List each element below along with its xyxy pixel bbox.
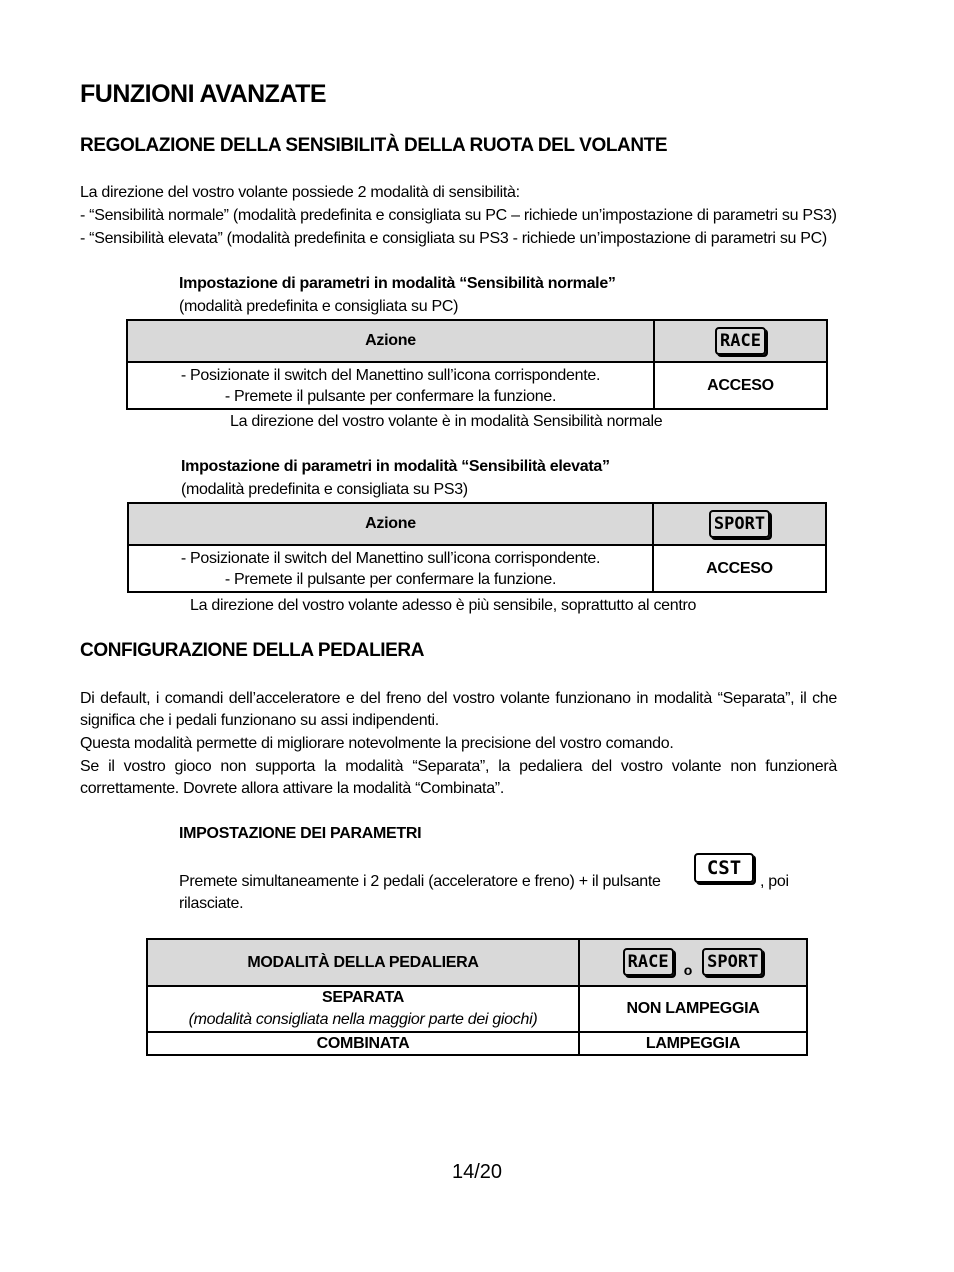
instruction-text-line2: rilasciate. <box>179 895 244 912</box>
elevated-mode-table <box>127 502 827 593</box>
sport-badge-cell <box>653 503 826 545</box>
instruction-text-end: , poi <box>760 873 789 890</box>
separata-label: SEPARATA <box>321 989 405 1006</box>
race-badge-cell <box>654 320 827 362</box>
action-header: Azione <box>128 503 653 545</box>
elevated-mode-subtitle: (modalità predefinita e consigliata su PS3) <box>181 481 468 498</box>
cst-button-icon: CST <box>694 853 754 883</box>
race-icon: RACE <box>623 948 674 976</box>
mode-badges-cell <box>579 939 807 986</box>
separata-row-mode <box>147 986 579 1032</box>
combinata-label: COMBINATA <box>147 1032 579 1055</box>
race-icon: RACE <box>715 327 766 355</box>
separata-note: (modalità consigliata nella maggior parte dei giochi) <box>188 1011 538 1028</box>
step-1: - Posizionate il switch del Manettino sull’icona corrispondente. <box>180 549 601 567</box>
separata-status: NON LAMPEGGIA <box>579 986 807 1032</box>
normal-mode-table <box>126 319 828 410</box>
pedals-paragraph-3: Se il vostro gioco non supporta la modalità “Separata”, la pedaliera del vostro volante non funzionerà correttamente. Dovrete allora attivare la modalità “Combinata”. <box>80 758 837 797</box>
action-header: Azione <box>127 320 654 362</box>
status-value: ACCESO <box>654 362 827 409</box>
elevated-mode-caption: La direzione del vostro volante adesso è più sensibile, soprattutto al centro <box>190 597 697 614</box>
pedals-paragraph-2: Questa modalità permette di migliorare notevolmente la precisione del vostro comando. <box>80 735 674 752</box>
sensitivity-bullet-normal: - “Sensibilità normale” (modalità predefinita e consigliata su PC – richiede un’impostazione di parametri su PS3) <box>80 207 837 224</box>
sport-icon: SPORT <box>702 948 763 976</box>
sensitivity-bullet-elevated: - “Sensibilità elevata” (modalità predefinita e consigliata su PS3 - richiede un’impostazione di parametri su PC) <box>80 230 827 247</box>
action-steps <box>128 545 653 592</box>
status-value: ACCESO <box>653 545 826 592</box>
normal-mode-subtitle: (modalità predefinita e consigliata su PC) <box>179 298 459 315</box>
action-steps <box>127 362 654 409</box>
step-1: - Posizionate il switch del Manettino sull’icona corrispondente. <box>180 366 601 384</box>
normal-mode-caption: La direzione del vostro volante è in modalità Sensibilità normale <box>230 413 663 430</box>
parameters-subheading: IMPOSTAZIONE DEI PARAMETRI <box>179 825 422 842</box>
section-heading-pedals: CONFIGURAZIONE DELLA PEDALIERA <box>80 640 425 661</box>
pedal-mode-table <box>146 938 808 1056</box>
instruction-text: Premete simultaneamente i 2 pedali (acceleratore e freno) + il pulsante <box>179 873 661 890</box>
elevated-mode-title: Impostazione di parametri in modalità “Sensibilità elevata” <box>181 458 610 475</box>
pedals-paragraph-1: Di default, i comandi dell’acceleratore e del freno del vostro volante funzionano in modalità “Separata”, il che significa che i pedali funzionano su assi indipendenti. <box>80 690 837 729</box>
normal-mode-title: Impostazione di parametri in modalità “Sensibilità normale” <box>179 275 616 292</box>
or-label: o <box>683 961 693 978</box>
step-2: - Premete il pulsante per confermare la funzione. <box>224 387 557 405</box>
combinata-status: LAMPEGGIA <box>579 1032 807 1055</box>
page-number: 14/20 <box>451 1161 503 1183</box>
sport-icon: SPORT <box>709 510 770 538</box>
pedal-mode-header: MODALITÀ DELLA PEDALIERA <box>147 939 579 986</box>
sensitivity-intro: La direzione del vostro volante possiede 2 modalità di sensibilità: <box>80 184 520 201</box>
section-heading-sensitivity: REGOLAZIONE DELLA SENSIBILITÀ DELLA RUOTA DEL VOLANTE <box>80 135 668 156</box>
page-title: FUNZIONI AVANZATE <box>80 80 327 108</box>
step-2: - Premete il pulsante per confermare la funzione. <box>224 570 557 588</box>
